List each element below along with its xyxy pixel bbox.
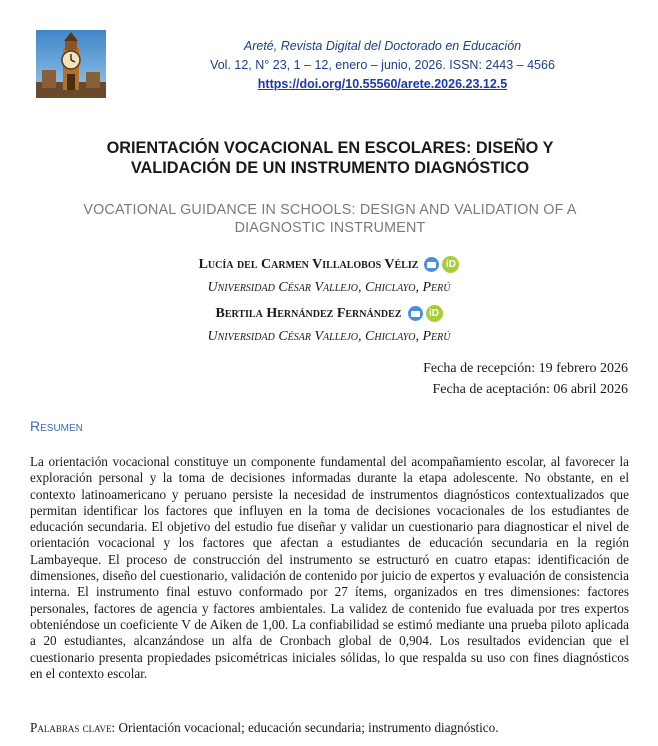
title-english [30,201,630,237]
author-1 [0,256,658,273]
author-affiliation: Universidad César Vallejo, Chiclayo, Perú [207,329,451,344]
accepted-date: Fecha de aceptación: 06 abril 2026 [432,382,628,397]
author-name: Lucía del Carmen Villalobos Véliz [198,256,419,272]
journal-volume: Vol. 12, N° 23, 1 – 12, enero – junio, 2026. ISSN: 2443 – 4566 [210,58,555,72]
keywords-text: Orientación vocacional; educación secundaria; instrumento diagnóstico. [118,720,499,735]
orcid-icon[interactable]: iD [426,305,443,322]
keywords-label: Palabras clave: [30,720,116,735]
abstract-text: La orientación vocacional constituye un componente fundamental del acompañamiento escolar, al favorecer la exploración personal y la toma de decisiones informadas durante la etapa adolescente. No obstante, en el contexto latinoamericano y peruano persiste la necesidad de instrumentos diagnósticos contextualizados que permitan identificar los factores que influyen en la toma de decisiones vocacionales de los estudiantes de educación secundaria. El objetivo del estudio fue diseñar y validar un cuestionario para diagnosticar el nivel de orientación vocacional y los factores que afectan a estudiantes de educación secundaria en la región Lambayeque. El proceso de construcción del instrumento se estructuró en cuatro etapas: identificación de dimensiones, diseño del cuestionario, validación de contenido por juicio de expertos y evaluación de consistencia interna. El instrumento final estuvo conformado por 27 ítems, organizados en tres dimensiones: factores personales, factores de agencia y factores ambientales. La validez de contenido fue evaluada por tres expertos obteniéndose un coeficiente V de Aiken de 1,00. La confiabilidad se estimó mediante una prueba piloto aplicada a 20 estudiantes, alcanzándose un alfa de Cronbach global de 0,904. Los resultados evidencian que el cuestionario presenta propiedades psicométricas iniciales sólidas, lo que respalda su uso con fines diagnósticos en el contexto escolar. [30,454,629,681]
mail-icon[interactable] [424,257,439,272]
title-spanish-line: VALIDACIÓN DE UN INSTRUMENTO DIAGNÓSTICO [130,159,530,177]
title-spanish [30,138,630,178]
abstract-heading: Resumen [30,418,83,434]
doi-link[interactable]: https://doi.org/10.55560/arete.2026.23.12.5 [257,77,508,91]
keywords [30,720,499,736]
orcid-icon[interactable]: iD [442,256,459,273]
journal-logo [36,30,106,98]
title-spanish-line: ORIENTACIÓN VOCACIONAL EN ESCOLARES: DISEÑO Y [106,139,554,157]
title-english-line: VOCATIONAL GUIDANCE IN SCHOOLS: DESIGN AND VALIDATION OF A [83,202,577,218]
received-date: Fecha de recepción: 19 febrero 2026 [423,361,628,376]
author-2 [0,305,658,322]
mail-icon[interactable] [408,306,423,321]
author-name: Bertila Hernández Fernández [215,305,402,321]
title-english-line: DIAGNOSTIC INSTRUMENT [234,220,426,236]
author-affiliation: Universidad César Vallejo, Chiclayo, Perú [207,280,451,295]
journal-name: Areté, Revista Digital del Doctorado en Educación [243,39,522,53]
